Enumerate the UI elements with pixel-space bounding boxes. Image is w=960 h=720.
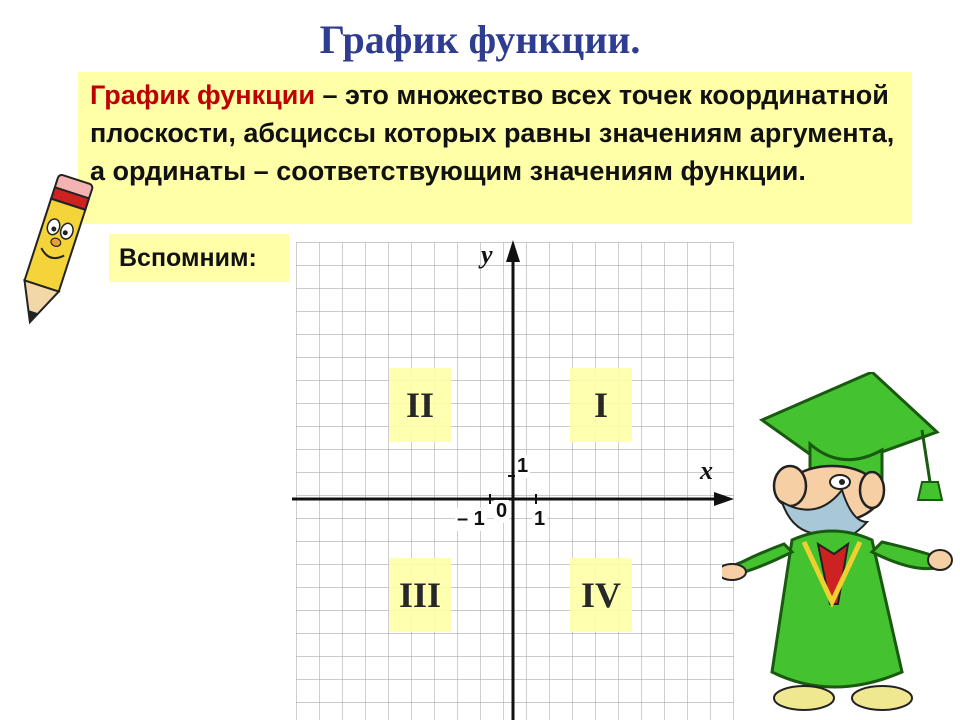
professor-character-icon [722,372,960,720]
page-title: График функции. [319,17,641,62]
quadrant-2-label: II [389,368,451,442]
y-tick-1: 1 [517,455,529,477]
definition-term: График функции [90,80,315,110]
quadrant-4-label: IV [570,558,632,632]
definition-text: – это множество всех точек координатной плоскости, абсциссы которых равны значениям аргумента, а ординаты – соответствующим значениям функции. [90,80,895,186]
x-tick-minus-1: – 1 [457,508,485,530]
origin-label: 0 [496,500,508,522]
quadrant-1-label: I [570,368,632,442]
grid-area [296,242,734,720]
y-axis-label: y [481,240,493,269]
quadrant-3-label: III [389,558,451,632]
remember-label: Вспомним: [109,234,289,282]
x-tick-1: 1 [534,508,546,530]
x-axis-label: x [700,456,713,485]
